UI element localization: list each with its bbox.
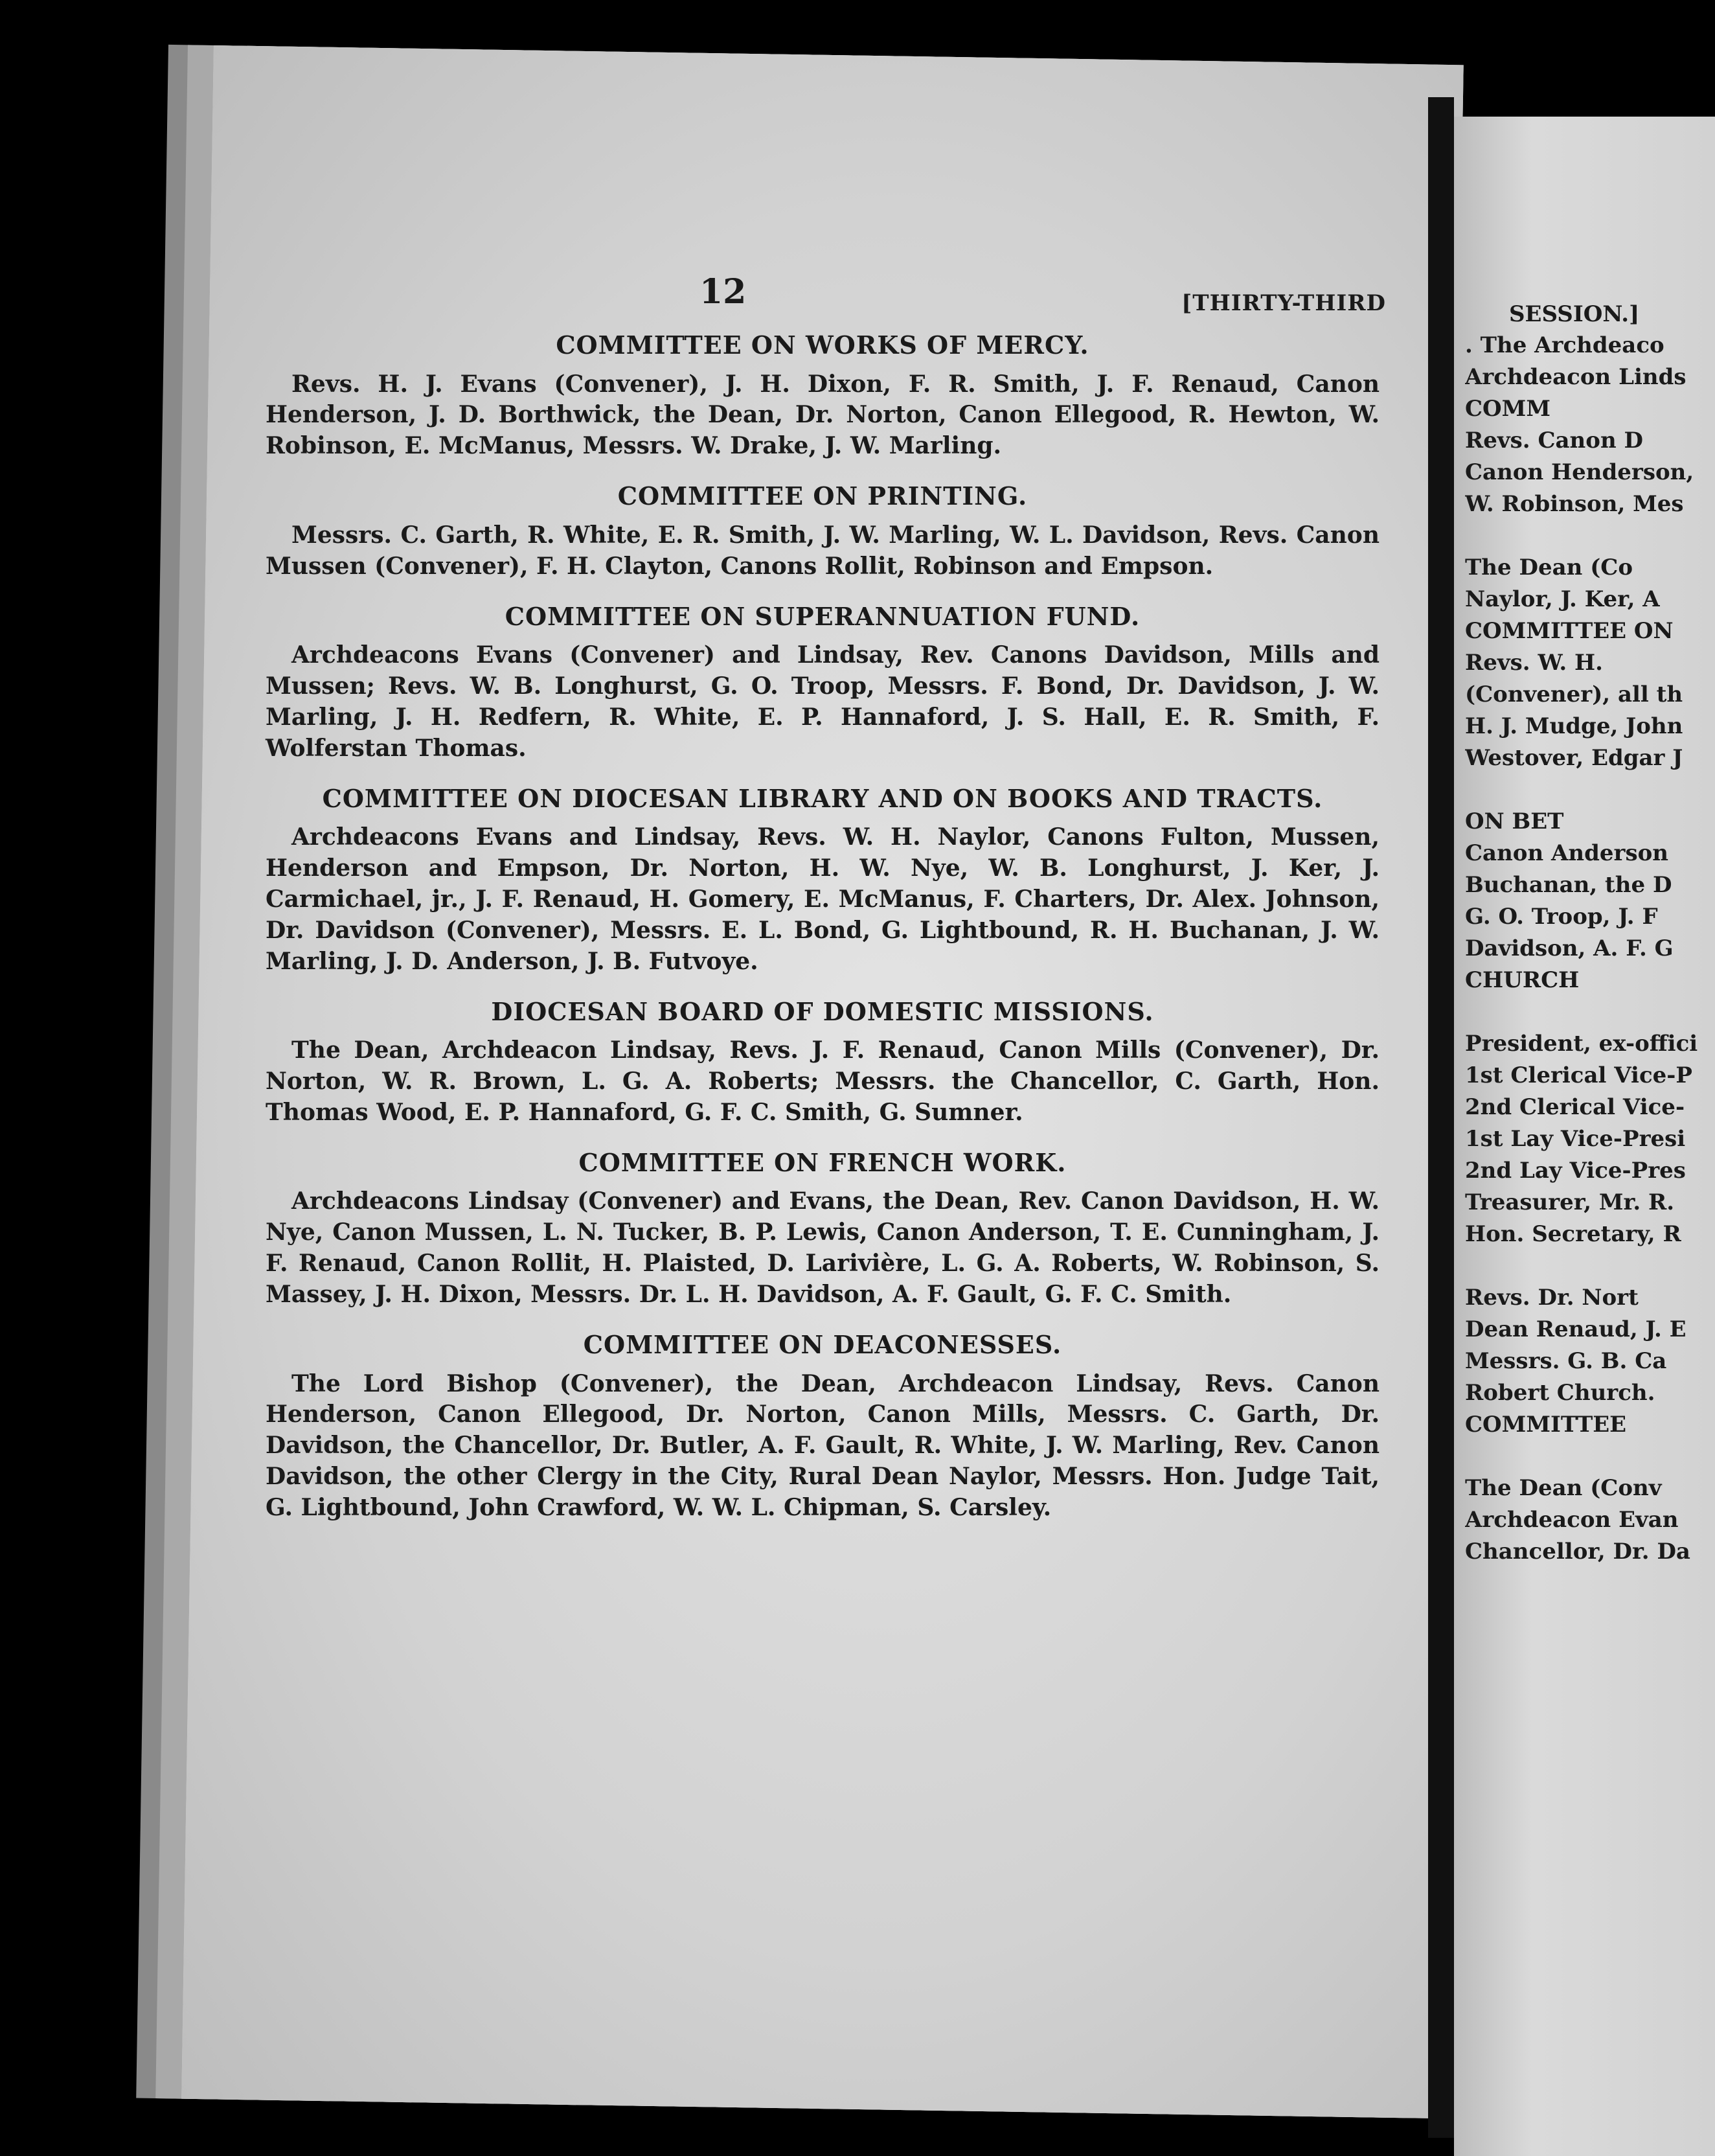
right-page-line: Davidson, A. F. G: [1465, 935, 1674, 961]
right-page-line: G. O. Troop, J. F: [1465, 904, 1658, 930]
right-page-line: H. J. Mudge, John: [1465, 713, 1683, 739]
right-page-line: Revs. Canon D: [1465, 428, 1643, 453]
section-title: COMMITTEE ON SUPERANNUATION FUND.: [505, 601, 1141, 631]
right-page-line: Revs. Dr. Nort: [1465, 1285, 1639, 1311]
right-page-line: Canon Anderson: [1465, 840, 1669, 866]
section-domestic-missions: [266, 997, 1380, 1129]
section-printing: [266, 481, 1380, 582]
running-head: [THIRTY-THIRD: [1181, 290, 1386, 316]
section-deaconesses: [266, 1330, 1380, 1524]
section-body: Archdeacons Lindsay (Convener) and Evans, the Dean, Rev. Canon Davidson, H. W. Nye, Canon Mussen, L. N. Tucker, B. P. Lewis, Canon Anderson, T. E. Cunningham, J. F. Renaud, Canon Rollit, H. Plaisted, D. Larivière, L. G. A. Roberts, W. Robinson, S. Massey, J. H. Dixon, Messrs. Dr. L. H. Davidson, A. F. Gault, G. F. C. Smith.: [266, 1187, 1380, 1309]
right-page-line: Archdeacon Evan: [1465, 1507, 1679, 1533]
right-page-line: CHURCH: [1465, 967, 1580, 993]
right-page-line: COMMITTEE: [1465, 1412, 1627, 1438]
right-page-line: 1st Lay Vice-Presi: [1465, 1126, 1686, 1152]
right-page-line: (Convener), all th: [1465, 682, 1683, 707]
section-title: COMMITTEE ON FRENCH WORK.: [578, 1147, 1067, 1177]
section-body: Archdeacons Evans and Lindsay, Revs. W. H. Naylor, Canons Fulton, Mussen, Henderson and Empson, Dr. Norton, H. W. Nye, W. B. Longhurst, J. Ker, J. Carmichael, jr., J. F. Renaud, H. Gomery, E. McManus, F. Charters, Dr. Alex. Johnson, Dr. Davidson (Convener), Messrs. E. L. Bond, G. Lightbound, R. H. Buchanan, J. W. Marling, J. D. Anderson, J. B. Futvoye.: [266, 823, 1380, 975]
right-page-line: Robert Church.: [1465, 1380, 1655, 1406]
right-page-line: COMM: [1465, 396, 1550, 422]
right-page-line: Hon. Secretary, R: [1465, 1221, 1681, 1247]
right-page-line: ON BET: [1465, 808, 1564, 834]
right-page-content: [1465, 298, 1711, 1568]
right-page-line: 1st Clerical Vice-P: [1465, 1062, 1692, 1088]
section-body: Revs. H. J. Evans (Convener), J. H. Dixon, F. R. Smith, J. F. Renaud, Canon Henderson, J. D. Borthwick, the Dean, Dr. Norton, Canon Ellegood, R. Hewton, W. Robinson, E. McManus, Messrs. W. Drake, J. W. Marling.: [266, 370, 1380, 460]
right-page-line: Naylor, J. Ker, A: [1465, 586, 1660, 612]
section-title: COMMITTEE ON DIOCESAN LIBRARY AND ON BOOKS AND TRACTS.: [322, 783, 1323, 813]
right-page-line: . The Archdeaco: [1465, 332, 1664, 358]
right-page-line: [1465, 1441, 1711, 1473]
right-page-line: [1465, 298, 1711, 330]
right-page-line: [1465, 520, 1711, 552]
book-gutter: [1428, 97, 1454, 2138]
right-page-line: W. Robinson, Mes: [1465, 491, 1684, 517]
right-page-line: [1465, 996, 1711, 1028]
right-page-line: Canon Henderson,: [1465, 459, 1694, 485]
right-page-line: 2nd Lay Vice-Pres: [1465, 1158, 1686, 1184]
right-page-line: Buchanan, the D: [1465, 872, 1672, 898]
right-page-line: Archdeacon Linds: [1465, 364, 1687, 390]
right-page-line: Treasurer, Mr. R.: [1465, 1189, 1675, 1215]
right-page-line: [1465, 774, 1711, 806]
right-page-line: 2nd Clerical Vice-: [1465, 1094, 1685, 1120]
section-title: COMMITTEE ON WORKS OF MERCY.: [556, 330, 1089, 360]
right-page-line: [1465, 1250, 1711, 1282]
section-body: The Dean, Archdeacon Lindsay, Revs. J. F. Renaud, Canon Mills (Convener), Dr. Norton, W. R. Brown, L. G. A. Roberts; Messrs. the Chancellor, C. Garth, Hon. Thomas Wood, E. P. Hannaford, G. F. C. Smith, G. Sumner.: [266, 1037, 1380, 1126]
right-page-line: COMMITTEE ON: [1465, 618, 1674, 644]
right-page-line: Dean Renaud, J. E: [1465, 1316, 1687, 1342]
right-page-line: The Dean (Conv: [1465, 1475, 1662, 1501]
section-body: The Lord Bishop (Convener), the Dean, Archdeacon Lindsay, Revs. Canon Henderson, Canon Ellegood, Dr. Norton, Canon Mills, Messrs. C. Garth, Dr. Davidson, the Chancellor, Dr. Butler, A. F. Gault, R. White, J. W. Marling, Rev. Canon Davidson, the other Clergy in the City, Rural Dean Naylor, Messrs. Hon. Judge Tait, G. Lightbound, John Crawford, W. W. L. Chipman, S. Carsley.: [266, 1370, 1380, 1522]
page-header: [266, 272, 1386, 330]
page-number: 12: [699, 272, 747, 312]
section-works-of-mercy: [266, 330, 1380, 462]
section-body: Messrs. C. Garth, R. White, E. R. Smith, J. W. Marling, W. L. Davidson, Revs. Canon Mussen (Convener), F. H. Clayton, Canons Rollit, Robinson and Empson.: [266, 521, 1380, 580]
section-french-work: [266, 1148, 1380, 1311]
right-page-line: The Dean (Co: [1465, 555, 1633, 580]
right-page-line: Chancellor, Dr. Da: [1465, 1539, 1690, 1565]
right-page-line: President, ex-offici: [1465, 1031, 1698, 1057]
right-page-line: Westover, Edgar J: [1465, 745, 1683, 771]
right-page-line: Messrs. G. B. Ca: [1465, 1348, 1667, 1374]
right-running-head: SESSION.]: [1509, 301, 1640, 327]
left-page-content: [266, 272, 1386, 1543]
section-superannuation-fund: [266, 602, 1380, 764]
section-title: DIOCESAN BOARD OF DOMESTIC MISSIONS.: [491, 996, 1154, 1026]
section-title: COMMITTEE ON PRINTING.: [617, 481, 1028, 511]
section-title: COMMITTEE ON DEACONESSES.: [583, 1329, 1062, 1359]
section-diocesan-library: [266, 784, 1380, 978]
section-body: Archdeacons Evans (Convener) and Lindsay, Rev. Canons Davidson, Mills and Mussen; Revs. W. B. Longhurst, G. O. Troop, Messrs. F. Bond, Dr. Davidson, J. W. Marling, J. H. Redfern, R. White, E. P. Hannaford, J. S. Hall, E. R. Smith, F. Wolferstan Thomas.: [266, 641, 1380, 762]
right-page-line: Revs. W. H.: [1465, 650, 1603, 676]
